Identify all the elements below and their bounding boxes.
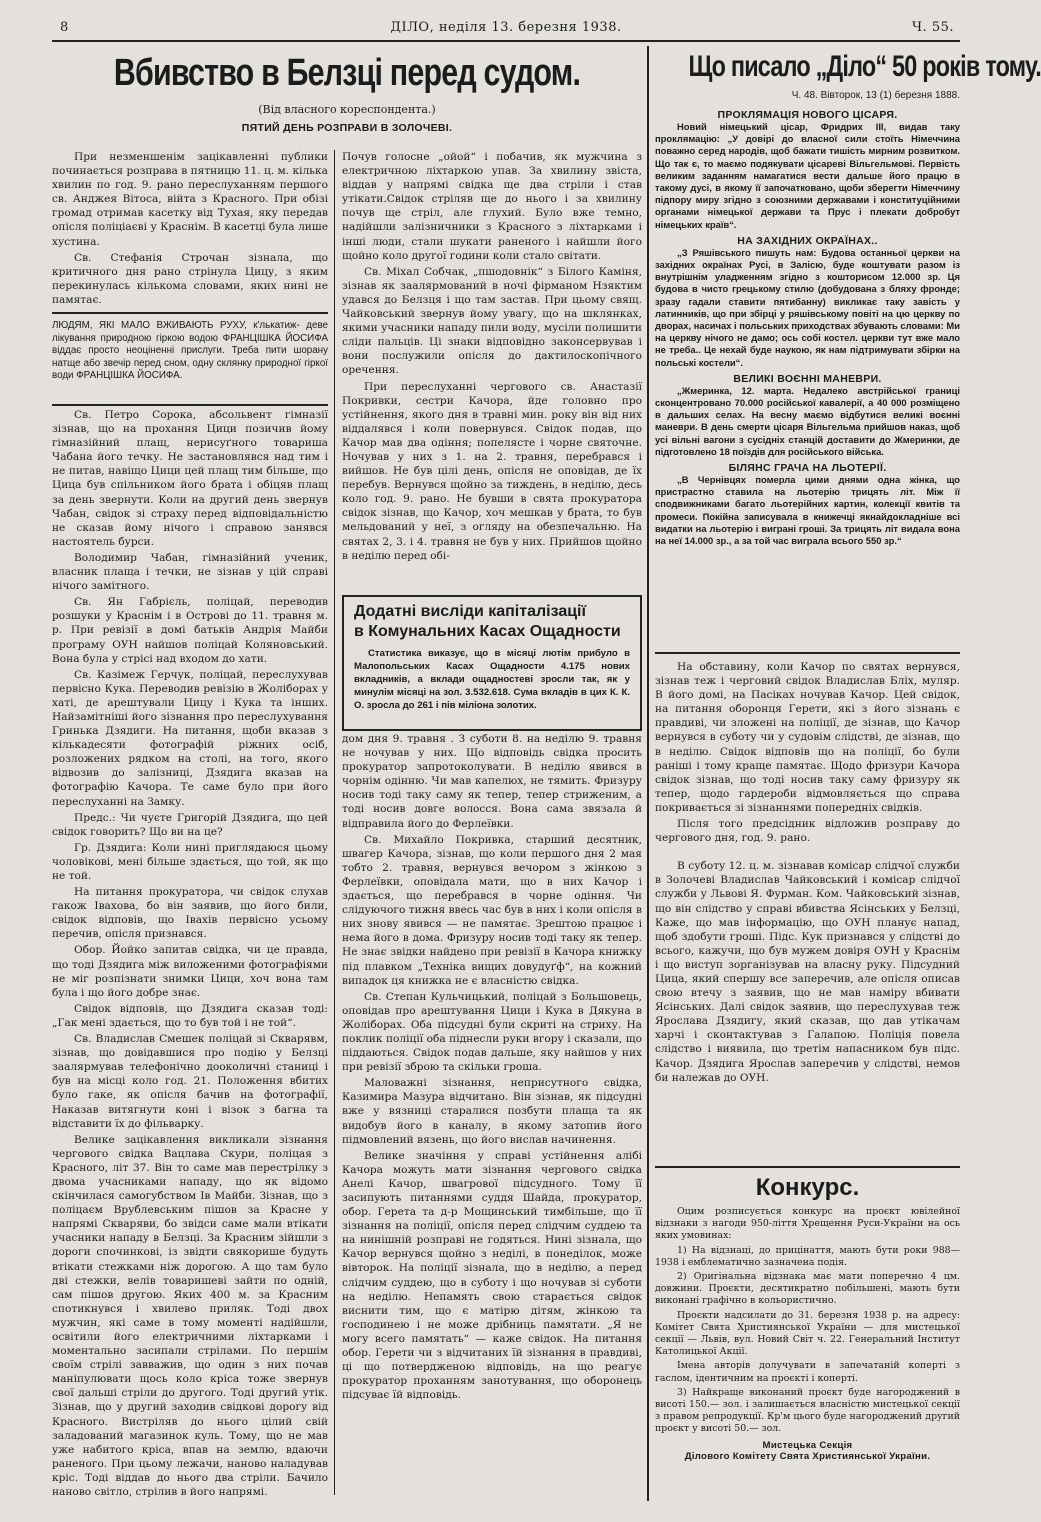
contest-paragraph: 2) Оригінальна відзнака має мати поперечно 4 цм. довжини. Проєкти, десятикратно побільшені, мають бути виконані графічно в кольористично. xyxy=(655,1271,960,1307)
article-paragraph: При незменшенім зацікавленні публики починається розправа в пятницю 11. ц. м. кілька хвилин по год. 9. рано переслуханням першого св. Анджея Вітоса, війта з Красного. При обізі громад отримав касетку від Тухая, яку передав опісля поліціаєві у Краснім. В касетці була лише хустина. xyxy=(52,151,328,248)
article-paragraph: Св. Степан Кульчицький, поліцай з Большовець, оповідав про арештування Цици і Кука в Дякуна в Жолібораx. Оба підсудні були скриті на стриху. На поклик поліції оба піднесли руки вгору і сказали, що піддаються. Свідок подав дальше, яку найшов у них при ревізії зброю та скільки гроша. xyxy=(342,990,642,1074)
water-ad xyxy=(52,312,328,406)
article-paragraph: При переслуханні чергового св. Анастазії Покривки, сестри Качора, йде головно про устійнення, якого дня в травні мин. року він від них віддалявся і коли повернувся. Свідок подав, що Качор мав два одіння; попелясте і чорне святочне. Ночував у них з 1. на 2. травня, перебрався і вийшов. Не був цілі день, опісля не оповідав, де їх перебув. Вернувся щойно за тиждень, в неділю, десь коло год. 9. рано. Не бувши в свята прокуратора свідок зізнав, що Качор, хоч мешкав у брата, то був мельдований у неї, з огляду на обезпечальню. На святах 2, 3. і 4. травня не був у них. Прийшов щойно в неділю перед обі- xyxy=(342,380,642,562)
article-paragraph: Св. Міхал Собчак, „пшодовнік“ з Білого Каміня, зізнав як заалярмований в ночі фірманом Нзяктим удався до Белзця і що там застав. При цьому свящ. Чайковський звернув йому увагу, що на шклянках, якими учасники нападу пили воду, мусіли полишити сліди пальців. Ці знаки відповідно законсервував і вони послужили опісля до дактилоскопічного оречення. xyxy=(342,265,642,377)
retro-item-text: „З Ряшівського пишуть нам: Будова останньої церкви на західних окраїнах Русі, в Залісю, буде коштувати разом із внутрішнім уладженням згідно з кошторисом 12.000 зр. Ця будова в чисто грецькому стилю (добудована з бляху фронде; зразу гадали ставити пятибанну) викликає таку завість у латинників, що при збірці у ряшівському повіті на цю церкву по дворах, насичах і польських приходствах збувають словами: Ми на церкву нічого не дамо; ось собі костел. церкви тут вже мало не треба.. Це нехай буде наукою, як нам підтримувати збірки на польські костели“. xyxy=(655,246,960,368)
article-paragraph: Св. Владислав Смешек поліцай зі Скварявм, зізнав, що довідавшися про подію у Белзці заалярмував телефонічно дооколичні станиці і був на місці коло год. 21. Положення вбитих було гаке, як опісля бачив на фотографії, Наказав витягнути коні і візок з багна та відставити їх до фільварку. xyxy=(52,1033,328,1130)
retro-section xyxy=(655,50,1041,650)
article-paragraph: Свідок відповів, що Дзядига сказав тоді: „Гак мені здається, що то був той і не той“. xyxy=(52,1002,328,1029)
right-column-continuation xyxy=(655,660,960,1160)
article-paragraph: Володимир Чабан, гімназійний ученик, власник плаща і течки, не зізнав у цій справі нічого замітного. xyxy=(52,551,328,593)
retro-item-title: БІЛЯНС ГРАЧА НА ЛЬОТЕРІЇ. xyxy=(728,462,887,475)
article-paragraph: Велике зацікавлення викликали зізнання чергового свідка Вацлава Скури, поліцая з Красного, літ 37. Він то саме мав перестрілку з двома учасниками нападу, що як відомо скінчилася самогубством Ів Майби. Зізнав, що з поліцаєм Врублевським пішов за Красне у напрямі Скваряви, бо звідси саме мали втікати учасники нападу в Белзці. За Красним зійшли з дороги спочинкові, із звідти свякорише будуть втікати стежками ніж дорогою. А що там було дві стежки, велів товаришеві зайти по одній, сам пішов другою. Яких 400 м. за Красним спотикнувся і хвилево приляк. Тоді двох мужчин, які саме в тому моменті надійшли, освітили його електричними ліхтарками і моментально засипали стрілами. По першім своїм стрілі завважив, що один з них почав маніпулювати щось коло кріса тоже звернув свої дальші стріли до другого. Тоді другий утік. Зізнав, що у другий заходив свідкові дорогу від Красного. Вистріляв до нього цілий свій заладований магазинок куль. Тому, що не мав уже набитого кріса, впав на землю, вдаючи раненого. При цьому лежачи, наново наладував кріс. Тоді віддав до нього два стріли. Бачило наново світло, стрілив в його напрямі. xyxy=(52,1133,328,1499)
issue-number: Ч. 55. xyxy=(912,20,954,35)
article-paragraph: На обставину, коли Качор по святах вернувся, зізнав теж і черговий свідок Владислав Бліх, муляр. В його домі, на Пасіках ночував Качор. Цей свідок, на питання оборонця Герети, які з його зізнань є правдиві, чи зложені на поліції, де зізнав, що Качор вернувся в суботу чи у судовім слідстві, де зізнав, що в неділю. Свідок відповів що на поліції, бо були раніші і тому краще памятає. Щодо фризури Качора свідок зізнав, що тоді носив таку саму фризуру як тепер, щодо гардероби відмовляється що справа покривається зі зізнаннями попередніх свідків. xyxy=(655,661,960,814)
section-break xyxy=(655,847,960,859)
savings-ad-title-1: Додатні висліди капіталізації xyxy=(354,603,586,620)
main-headline-block xyxy=(52,50,642,150)
section-title: ПЯТИЙ ДЕНЬ РОЗПРАВИ В ЗОЛОЧЕВІ. xyxy=(241,122,453,134)
page-number: 8 xyxy=(60,20,69,35)
middle-column-bottom xyxy=(342,732,642,1497)
article-paragraph: Обор. Йойко запитав свідка, чи це правда, що тоді Дзядига між виложеними фотографіями не міг розпізнати знимки Цици, хоч вона там була і що його добре знає. xyxy=(52,944,328,999)
contest-section xyxy=(655,1174,960,1496)
contest-paragraph: 1) На відзнаці, до прицінаття, мають бути роки 988—1938 і емблематично зазначена подія. xyxy=(655,1244,960,1268)
contest-paragraph: Проєкти надсилати до 31. березня 1938 р. на адресу: Комітет Свята Християнської України — для мистецької секції — Львів, вул. Новий Світ ч. 22. Генеральний Інститут Католицької Акції. xyxy=(655,1309,960,1358)
retro-item-text: „Жмеринка, 12. марта. Недалеко австрійської границі сконцентровано 70.000 російської кавалерії, а 40 000 розміщено в дальших селах. На весну маємо відбутися великі воєнні маневри. В день смерти цісаря Вільгельма прийшов наказ, щоб усі вільні вагони з сусідніх станцій доставити до Жмеринки, де підготовлено 18 поїздів для російського війська. xyxy=(655,384,960,457)
article-paragraph: На питання прокуратора, чи свідок слухав гакож Івахова, бо він заявив, що його били, свідок відповів, що Івахів первісно усьому перечив, опісля признався. xyxy=(52,886,328,941)
middle-column-top xyxy=(342,150,642,590)
article-paragraph: В суботу 12. ц. м. зізнавав комісар слідчої служби в Золочеві Владислав Чайковський і комісар слідчої служби у Львові Я. Фурман. Ком. Чайковський зізнав, що він слідство у справі вбивства Ясінських у Белзці, Каже, що мав інформацію, що ОУН планує напад, щоб здобути гроші. Підс. Кук признався у слідстві до всього, кажучи, що був мужем довіря ОУН у Краснім і що виступ зорганізував на власну руку. Підсудний Цица, який спершу все заперечив, але опісля описав свою втечу з заявив, що не мав наміру вбивати Ясінських. Далі свідок заявив, що переслухував теж Ярослава Дзядигу, який сказав, що дав утікачам харчі і сконтактував з Галапою. Поліція повела слідство і виявила, що третім напасником був підс. Качор. Дзядига Ярослав заперечив у слідстві, немов би належав до ОУН. xyxy=(655,860,960,1084)
article-paragraph: Св. Петро Сорока, абсольвент гімназії зізнав, що на прохання Цици позичив йому гімназійний плащ, нерисуґного товариша Чабана його течку. Не застановлявся над тим і не питав, навіщо Цици цей плащ тим більше, що Цица був спільником його брата і обіцяв плащ за день звернути. Коли на другий день звернув Чабан, свідок зі страху перед відповідальністю не сказав йому нічого і справою занявся настоятель бурси. xyxy=(52,409,328,548)
retro-item-title: ПРОКЛЯМАЦІЯ НОВОГО ЦІСАРЯ. xyxy=(717,109,898,121)
left-column-body xyxy=(52,408,328,1498)
retro-item-title: ВЕЛИКІ ВОЄННІ МАНЕВРИ. xyxy=(733,372,882,385)
article-paragraph: Гр. Дзядига: Коли нині приглядаюся цьому чоловікові, мені більше здається, що той, як що не той. xyxy=(52,841,328,882)
retro-dateline: Ч. 48. Вівторок, 13 (1) березня 1888. xyxy=(791,90,960,101)
article-paragraph: Св. Михайло Покривка, старший десятник, швагер Качора, зізнав, що коли першого дня 2 мая тобто 2. травня, вернувся вечором з жінкою з Ферлеївки, оповідала мати, що в них Качор і здається, що перебрався в чорне одіння. Чи слідуючого тижня ввесь час був в них і коли опісля в них знову явився — не памятає. Зрештою працює і нема його в дома. Фризуру носив тоді таку як тепер. Не знає звідки найдено при ревізії в Качора книжку під плавком „Техніка вищих довудуґф“, на кожний випадок ця книжка не є власністю свідка. xyxy=(342,833,642,987)
article-paragraph: Предс.: Чи чуєте Григорій Дзядига, що цей свідок говорить? Що ви на це? xyxy=(52,811,328,838)
contest-paragraph: 3) Найкраще виконаний проєкт буде нагороджений в висоті 150.— зол. і залишається власністю мистецької секції з правом репродукції. Кр'м цього буде нагороджений другий проєкт у висоті 50.— зол. xyxy=(655,1386,960,1435)
column-divider-right xyxy=(647,46,649,1501)
retro-bottom-rule xyxy=(655,652,960,654)
contest-paragraph: Оцим розписується конкурс на проєкт ювілейної відзнаки з нагоди 950-ліття Хрещення Руси-України на ось яких умовинах: xyxy=(655,1206,960,1242)
masthead: ДІЛО, неділя 13. березня 1938. xyxy=(390,20,622,35)
water-ad-text: ЛЮДЯМ, ЯКІ МАЛО ВЖИВАЮТЬ РУХУ, к'лькатиж- деве лікування природною гіркою водою ФРАНЦІШКА ЙОСИФА віддає просто неоціненні прислуги. Треба пити шорану натще або звечір перед сном, одну склянку природної гіркої води ФРАНЦІШКА ЙОСИФА. xyxy=(52,320,328,382)
article-paragraph: Почув голосне „ойой“ і побачив, як мужчина з електричною ліхтаркою упав. За хвилину звіста, віддав у напрямі свідка ще два стріли і став утікати.Свідок стріляв ще до нього і за хвилину почув ще стріл, але глухий. Було вже темно, надійшли залізничники з Красного з ліхтарками і інші люди, стали шукати раненого і найшли його щойно коло другої години коли стало світати. xyxy=(342,151,642,262)
page-header xyxy=(52,18,960,38)
article-paragraph: Св. Ян Габрієль, поліцай, переводив розшуки у Краснім і в Острові до 11. травня м. р. При ревізії в домі батьків Андрія Майби програму ОУН найшов поліцай Коляновський. Вона була у стрісі над входом до хати. xyxy=(52,596,328,665)
main-headline: Вбивство в Белзці перед судом. xyxy=(113,52,581,94)
retro-item-text: „В Чернівцях померла цими днями одна жінка, що пристрастно ставила на льотерію трицять літ. Між її сподвижниками багато льотерійних картин, колекції квитів та промеси. Покійна записувала в книжечці якнайдокладніше всі видатки на льотерію і виграні гроші. За трицять літ видала вона на неї 14.000 зр., а за той час виграла всього 550 зр.“ xyxy=(655,474,960,547)
savings-banks-ad xyxy=(342,595,642,731)
contest-title: Конкурс. xyxy=(755,1174,860,1201)
savings-ad-title-2: в Комунальних Касах Ощадности xyxy=(354,623,621,640)
article-paragraph: Св. Казімеж Герчук, поліцай, переслухував первісно Кука. Переводив ревізію в Жолібораx у хаті, де арештували Цицу і Кука та інших. Найзамітніші його зізнання про переслухування Гринька Дзядиги. На питання, щоби вказав з кількадесяти фотографій ріжних осіб, розложених рядком на столі, на того, якого відвозив до залізниці, Дзядига вказав на фотографію Качора. Те саме було при його переслуханні на Замку. xyxy=(52,668,328,808)
contest-top-rule xyxy=(655,1166,960,1168)
retro-item-title: НА ЗАХІДНИХ ОКРАЇНАХ.. xyxy=(737,234,878,247)
article-paragraph: Св. Стефанія Строчан зізнала, що критичного дня рано стрінула Цицу, з яким перекинулась кількома словами, яких нині не памятає. xyxy=(52,251,328,306)
header-rule xyxy=(52,40,960,42)
left-column-intro xyxy=(52,150,328,310)
retro-headline: Що писало „Діло“ 50 років тому. xyxy=(688,50,1041,83)
column-divider-left xyxy=(334,150,335,1495)
savings-ad-text: Статистика виказує, що в місяці лютім прибуло в Малопольських Касах Ощадности 4.175 нових вкладників, а вклади ощадностеві зросли так, як у минулім місяці на зол. 3.532.618. Сума вкладів в цих К. К. О. зросла до 261 і пів міліона золотих. xyxy=(354,648,630,711)
contest-paragraph: Імена авторів долучувати в запечатаній коперті з гаслом, ідентичним на проєкті і коперті. xyxy=(655,1360,960,1384)
contest-signature: Мистецька Секція xyxy=(762,1439,853,1451)
article-paragraph: Після того предсідник відложив розправу до чергового дня, год. 9. рано. xyxy=(655,818,960,845)
retro-item-text: Новий німецький цісар, Фридрих III, видав таку проклямацію: „У довірі до власної сили стоїть Німеччина поважно серед народів, щоб бажати тишість мирним розвитком. Що так є, то маємо подякувати цісареві Вільгельмові. Первість великим заданням намагатися вести дальше його працю в такому дусі, в якому її започатковано, щоби зберегти Німеччину підпору миру згідно з союзними державами і конституційними органами німецької держави та Прус і плекати добробут німецьких країв“. xyxy=(655,121,960,230)
article-paragraph: Велике значіння у справі устійнення алібі Качора можуть мати зізнання чергового свідка Анелі Качор, швагрової підсудного. Тому її засипують питаннями суддя Шайда, прокуратор, обор. Герета та д-р Мощинський тимбільше, що її зізнання на поліції, опісля перед слідчим суддею та на нинішній розправі не годяться. Нині зізнала, що Качор вернувся щойно з неділі, в понеділок, може вівторок. На поліції зізнала, що в неділю, а перед слідчим суддею, що в суботу і що ночував зі суботи на неділю. Непамять свою старається свідок виснити тим, що є матірю дітям, жінкою та господинею і не може дрібниць памятати. „Я не могу всего памятать“ — каже свідок. На питання обор. Герети чи з відчитаних їй зізнання в правдиві, ці що потвердженою відповідь, на що реагує прокуратор проханням занотування, що оборонець підсуває їй відповідь. xyxy=(342,1149,642,1402)
article-paragraph: Маловажні зізнання, неприсутного свідка, Казимира Мазура відчитано. Він зізнав, як підсудні вже у вязниці старалися позбути плаща та як видобув його в каналу, в якому затопив його підмовлений вязень, що його вислав начинення. xyxy=(342,1077,642,1146)
contest-signature: Ділового Комітету Свята Християнської України. xyxy=(684,1450,931,1462)
article-paragraph: дом дня 9. травня . З суботи 8. на неділю 9. травня не ночував у них. Що відповідь свідка просить прокуратор запротоколувати. В неділю явився в чорнім одінню. Чи мав капелюх, не тямить. Фризуру носив тоді таку саму як тепер, тепер стриженим, а тоді носив довге волосся. Вона сама звязала й відправила його до Ферлеївки. xyxy=(342,733,642,830)
byline: (Від власного кореспондента.) xyxy=(258,103,436,116)
